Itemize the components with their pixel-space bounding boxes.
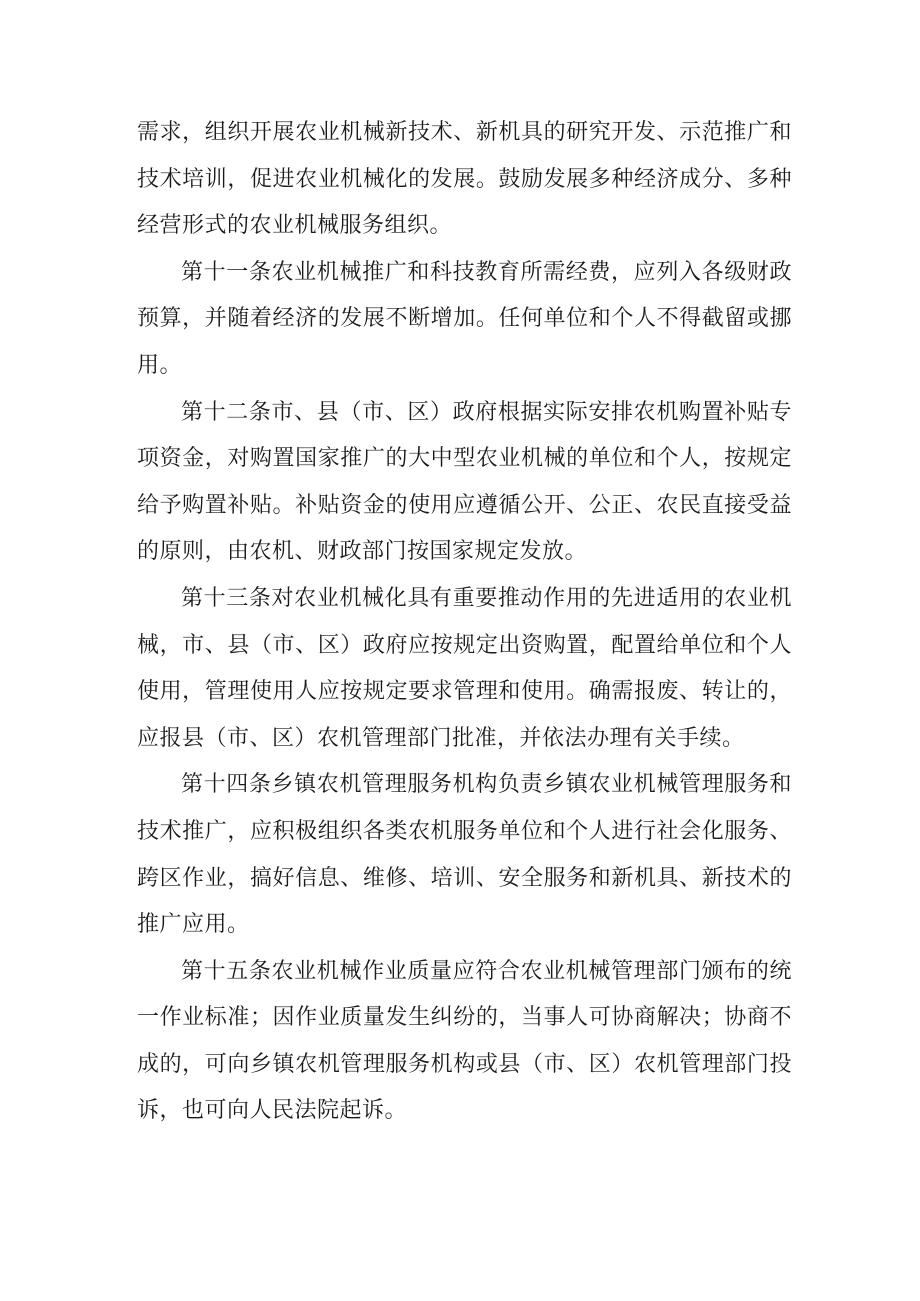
- paragraph-continuation: 需求，组织开展农业机械新技术、新机具的研究开发、示范推广和技术培训，促进农业机械化的发展。鼓励发展多种经济成分、多种经营形式的农业机械服务组织。: [137, 120, 792, 239]
- paragraph-article-12: 第十二条市、县（市、区）政府根据实际安排农机购置补贴专项资金，对购置国家推广的大中型农业机械的单位和个人，按规定给予购置补贴。补贴资金的使用应遵循公开、公正、农民直接受益的原则，由农机、财政部门按国家规定发放。: [137, 399, 792, 565]
- document-body: [137, 110, 792, 1135]
- paragraph-article-14: 第十四条乡镇农机管理服务机构负责乡镇农业机械管理服务和技术推广，应积极组织各类农机服务单位和个人进行社会化服务、跨区作业，搞好信息、维修、培训、安全服务和新机具、新技术的推广应用。: [137, 772, 792, 938]
- paragraph-article-13: 第十三条对农业机械化具有重要推动作用的先进适用的农业机械，市、县（市、区）政府应按规定出资购置，配置给单位和个人使用，管理使用人应按规定要求管理和使用。确需报废、转让的，应报县（市、区）农机管理部门批准，并依法办理有关手续。: [137, 585, 792, 751]
- paragraph-article-11: 第十一条农业机械推广和科技教育所需经费，应列入各级财政预算，并随着经济的发展不断增加。任何单位和个人不得截留或挪用。: [137, 259, 792, 378]
- paragraph-article-15: 第十五条农业机械作业质量应符合农业机械管理部门颁布的统一作业标准；因作业质量发生纠纷的，当事人可协商解决；协商不成的，可向乡镇农机管理服务机构或县（市、区）农机管理部门投诉，也可向人民法院起诉。: [137, 958, 792, 1124]
